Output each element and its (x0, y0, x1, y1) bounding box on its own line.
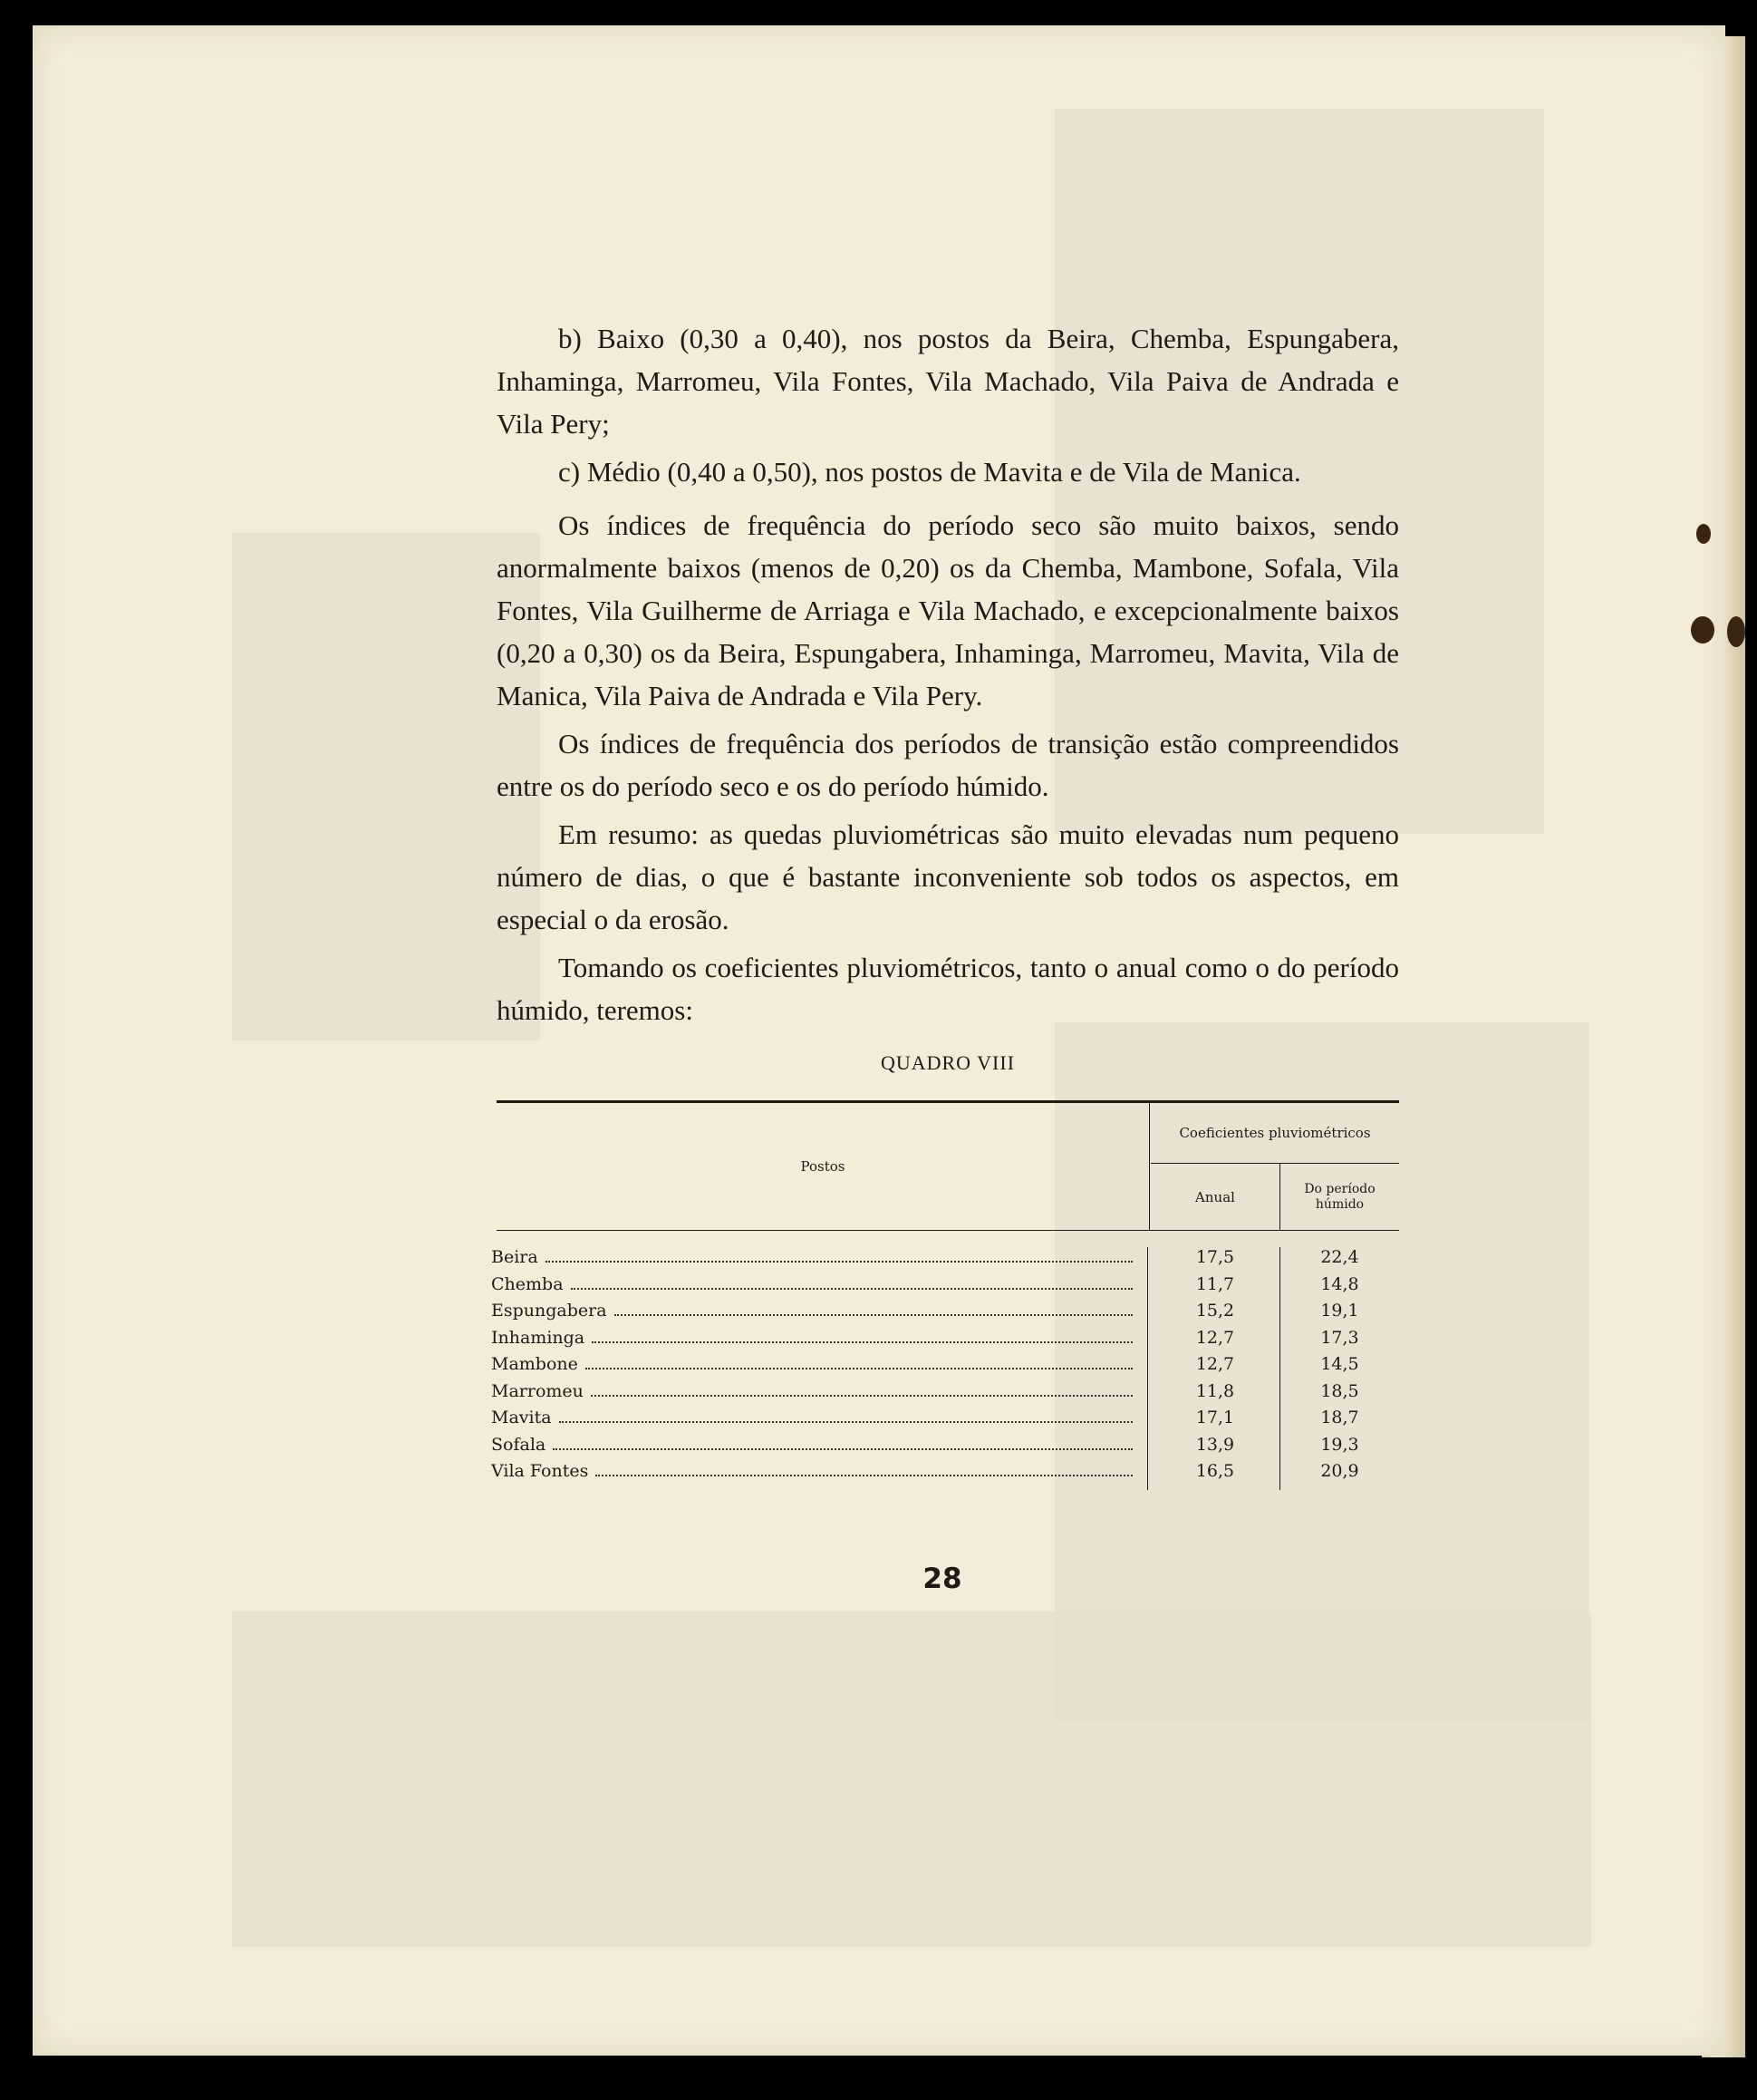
leader-dots (553, 1447, 1133, 1450)
row-anual: 16,5 (1195, 1461, 1235, 1481)
paragraph-coefficients: Tomando os coeficientes pluviométricos, tanto o anual como o do período húmido, teremos: (497, 952, 1399, 1026)
show-through-photo-bottom (232, 1611, 1591, 1947)
coefficients-table (491, 1100, 1399, 1488)
row-humido: 20,9 (1320, 1461, 1359, 1481)
row-anual: 12,7 (1195, 1354, 1235, 1374)
leader-dots (614, 1313, 1133, 1316)
row-humido: 18,7 (1320, 1408, 1359, 1427)
row-posto: Espungabera (491, 1301, 1136, 1321)
paragraph-item-b: b) Baixo (0,30 a 0,40), nos postos da Beira, Chemba, Espungabera, Inhaminga, Marromeu, Vila Fontes, Vila Machado, Vila Paiva de Andrada e Vila Pery; (497, 323, 1399, 440)
leader-dots (591, 1394, 1133, 1397)
leader-dots (545, 1260, 1133, 1263)
paragraph-dry-period: Os índices de frequência do período seco são muito baixos, sendo anormalmente baixos (menos de 0,20) os da Chemba, Mambone, Sofala, Vila Fontes, Vila Guilherme de Arriaga e Vila Machado, e excepcionalmente baixos (0,20 a 0,30) os da Beira, Espungabera, Inhaminga, Marromeu, Mavita, Vila de Manica, Vila Paiva de Andrada e Vila Pery. (497, 509, 1399, 711)
row-humido: 22,4 (1320, 1247, 1359, 1267)
row-posto: Marromeu (491, 1381, 1136, 1401)
row-humido: 18,5 (1320, 1380, 1359, 1401)
leader-dots (571, 1287, 1133, 1290)
paper-stain (1727, 616, 1745, 647)
row-anual: 15,2 (1195, 1301, 1235, 1321)
page-number: 28 (922, 1563, 962, 1595)
table-row (491, 1434, 1399, 1462)
table-body (491, 1247, 1399, 1488)
header-periodo-humido: Do período húmido (1304, 1181, 1376, 1212)
row-anual: 13,9 (1195, 1434, 1235, 1455)
header-postos: Postos (800, 1158, 845, 1175)
paragraph-item-c: c) Médio (0,40 a 0,50), nos postos de Mavita e de Vila de Manica. (558, 456, 1301, 488)
row-posto: Chemba (491, 1274, 1136, 1294)
table-row (491, 1247, 1399, 1274)
table-row (491, 1301, 1399, 1328)
row-anual: 11,7 (1195, 1273, 1235, 1294)
row-posto: Sofala (491, 1435, 1136, 1455)
main-text (491, 317, 1399, 1488)
table-header-rule (497, 1230, 1399, 1231)
row-posto: Mavita (491, 1408, 1136, 1427)
paper-stain (1691, 616, 1714, 644)
row-humido: 14,8 (1320, 1273, 1359, 1294)
row-humido: 19,1 (1320, 1301, 1359, 1321)
paragraph-transition: Os índices de frequência dos períodos de transição estão compreendidos entre os do período seco e os do período húmido. (497, 728, 1399, 802)
table-header (497, 1103, 1399, 1230)
table-row (491, 1273, 1399, 1302)
table-row (491, 1408, 1399, 1435)
row-humido: 14,5 (1320, 1354, 1359, 1374)
header-anual: Anual (1195, 1188, 1235, 1205)
leader-dots (559, 1420, 1133, 1423)
row-anual: 17,5 (1195, 1247, 1235, 1267)
leader-dots (595, 1474, 1133, 1476)
leader-dots (592, 1340, 1133, 1343)
row-anual: 11,8 (1195, 1380, 1235, 1401)
row-posto: Inhaminga (491, 1328, 1136, 1348)
row-humido: 19,3 (1320, 1434, 1359, 1455)
row-anual: 12,7 (1195, 1327, 1235, 1348)
table-row (491, 1380, 1399, 1408)
leader-dots (585, 1367, 1133, 1369)
row-anual: 17,1 (1195, 1408, 1235, 1427)
table-row (491, 1327, 1399, 1355)
row-posto: Vila Fontes (491, 1461, 1136, 1481)
table-row (491, 1354, 1399, 1381)
table-title: QUADRO VIII (880, 1051, 1016, 1074)
row-posto: Mambone (491, 1354, 1136, 1374)
row-posto: Beira (491, 1247, 1136, 1267)
paper-stain (1696, 524, 1711, 544)
show-through-photo-left (232, 533, 540, 1040)
row-humido: 17,3 (1320, 1327, 1359, 1348)
header-coeficientes: Coeficientes pluviométricos (1179, 1125, 1371, 1141)
table-row (491, 1461, 1399, 1488)
paragraph-summary: Em resumo: as quedas pluviométricas são muito elevadas num pequeno número de dias, o que é bastante inconveniente sob todos os aspectos, em especial o da erosão. (497, 818, 1399, 935)
